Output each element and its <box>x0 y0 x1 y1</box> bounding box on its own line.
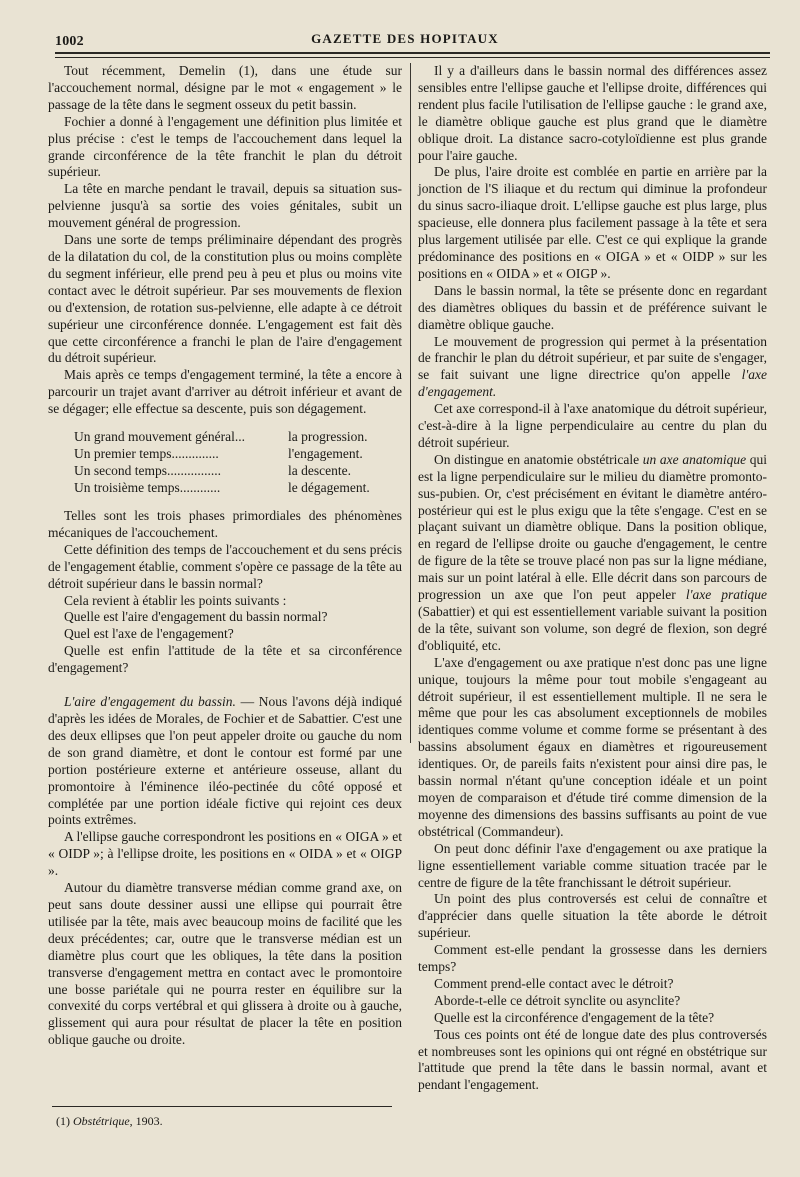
table-row <box>74 479 390 496</box>
text-run: qui est la ligne perpendiculaire sur le milieu du diamètre promonto-sus-pubien. Or, c'est précisément en évitant le diamètre antéro-postérieur qui est le plus exigu que la tête s'engage. C'est en se plaçant suivant un diamètre oblique. Dans la position oblique, en regard de l'ellipse droite ou gauche d'engagement, le centre de figure de la tête se trouve placé non pas sur la ligne médiane, mais sur un point latéral à elle. Elle décrit dans son parcours de progression un axe que l'on peut appeler <box>418 451 767 603</box>
phase-label: Un premier temps.............. <box>74 446 219 462</box>
paragraph: Un point des plus controversés est celui de connaître et d'apprécier dans quelle situation la tête aborde le détroit supérieur. <box>418 891 767 941</box>
footnote-mark: (1) <box>56 1114 70 1128</box>
emphasis: l'axe d'engagement. <box>418 367 767 400</box>
paragraph: Quelle est la circonférence d'engagement de la tête? <box>434 1009 715 1025</box>
column-divider <box>410 63 411 743</box>
phase-label: Un grand mouvement général... <box>74 429 245 445</box>
paragraph: Fochier a donné à l'engagement une définition plus limitée et plus précise : c'est le temps de l'accouchement dans lequel la grande circonférence de la tête franchit le plan du détroit supérieur. <box>48 113 402 180</box>
left-column <box>48 63 402 1049</box>
emphasis: un axe anatomique <box>642 451 747 467</box>
right-column <box>418 63 767 1094</box>
paragraph: Tous ces points ont été de longue date des plus controversés et nombreuses sont les opinions qui ont régné en obstétrique sur l'attitude que prend la tête dans le bassin normal, avant et pendant l'engagement. <box>418 1026 767 1093</box>
footnote-source: Obstétrique <box>73 1114 130 1128</box>
table-row <box>74 428 390 445</box>
paragraph: Dans le bassin normal, la tête se présente donc en regardant des diamètres obliques du bassin et de préférence suivant le diamètre oblique gauche. <box>418 282 767 332</box>
phase-value: la progression. <box>288 429 368 445</box>
text-run: Le mouvement de progression qui permet à la présentation de franchir le plan du détroit supérieur, et par suite de s'engager, se fait suivant une ligne directrice qu'on appelle <box>418 333 767 383</box>
paragraph: Tout récemment, Demelin (1), dans une étude sur l'accouchement normal, désigne par le mot « engagement » le passage de la tête dans le segment osseux du petit bassin. <box>48 63 402 112</box>
section-title: L'aire d'engagement du bassin. <box>64 694 236 710</box>
phase-value: l'engagement. <box>288 446 363 462</box>
paragraph: Mais après ce temps d'engagement terminé, la tête a encore à parcourir un trajet avant d'arriver au détroit inférieur et avant de se dégager; elle effectue sa descente, puis son dégagement. <box>48 367 402 417</box>
paragraph: Comment prend-elle contact avec le détroit? <box>434 975 674 991</box>
paragraph <box>418 452 767 655</box>
footnote <box>56 1114 163 1129</box>
paragraph: Telles sont les trois phases primordiales des phénomènes mécaniques de l'accouchement. <box>48 508 402 540</box>
page-number: 1002 <box>55 34 84 49</box>
paragraph: Il y a d'ailleurs dans le bassin normal des différences assez sensibles entre l'ellipse gauche et l'ellipse droite, différences qui rendent plus facile l'utilisation de l'ellipse gauche : le grand axe, le diamètre oblique gauche est plus grand que le diamètre oblique droit. La distance sacro-cotyloïdienne est plus grande pour l'aire gauche. <box>418 63 767 163</box>
paragraph: Quelle est l'aire d'engagement du bassin normal? <box>64 609 328 625</box>
phase-label: Un second temps................ <box>74 463 221 479</box>
phases-table <box>74 428 390 496</box>
paragraph: Quelle est enfin l'attitude de la tête et sa circonférence d'engagement? <box>48 643 402 676</box>
spacer <box>48 677 402 685</box>
paragraph: L'axe d'engagement ou axe pratique n'est donc pas une ligne unique, toujours la même pour tout mobile s'engageant au détroit supérieur, il est essentiellement multiple. Il ne sera le même que pour les cas absolument exceptionnels de mobiles identiques comme volume et comme forme se présentant à des bassins absolument égaux en diamètres et rigoureusement identiques. Or, de pareils faits n'existent pour ainsi dire pas, le bassin normal n'étant qu'une conception idéale et un point moyen de comparaison et d'étude tiré comme dimension de la moyenne des dimensions des bassins suffisants au point de vue obstétrical (Commandeur). <box>418 654 767 839</box>
paragraph: De plus, l'aire droite est comblée en partie en arrière par la jonction de l'S iliaque et du rectum qui diminue la profondeur du sinus sacro-iliaque droit. L'ellipse gauche est plus large, plus spacieuse, elle donnera plus facilement passage à la tête et sera plus largement utilisée par elle. C'est ce qui explique la grande prédominance des positions en « OIGA » et « OIDP » sur les positions en « OIDA » et « OIGP ». <box>418 164 767 281</box>
text-run: (Sabattier) et qui est essentiellement variable suivant la position de la tête, suivant son volume, son degré de flexion, son degré d'obliquité, etc. <box>418 604 767 653</box>
paragraph: Cette définition des temps de l'accouchement et du sens précis de l'engagement établie, comment s'opère ce passage de la tête au détroit supérieur dans le bassin normal? <box>48 541 402 591</box>
paragraph: Cet axe correspond-il à l'axe anatomique du détroit supérieur, c'est-à-dire à la ligne perpendiculaire au centre du plan du détroit supérieur. <box>418 401 767 450</box>
paragraph: Cela revient à établir les points suivants : <box>64 592 287 608</box>
paragraph: Comment est-elle pendant la grossesse dans les derniers temps? <box>418 942 767 975</box>
paragraph: La tête en marche pendant le travail, depuis sa situation sus-pelvienne jusqu'à sa sortie des voies génitales, subit un mouvement général de progression. <box>48 181 402 231</box>
text-run: On distingue en anatomie obstétricale <box>434 451 643 467</box>
paragraph: Autour du diamètre transverse médian comme grand axe, on peut sans doute dessiner aussi une ellipse qui pourrait être utilisée par la tête, mais avec beaucoup moins de facilité que les deux précédentes; car, outre que le transverse médian est un diamètre plus court que les obliques, la tête dans la position transverse d'engagement mettra en contact avec le promontoire une bosse pariétale qui ne pourra rester en équilibre sur la convexité du corps vertébral et qui glissera à droite ou à gauche, glissement qui aura pour résultat de placer la tête en position oblique gauche ou droite. <box>48 880 402 1048</box>
paragraph: Quel est l'axe de l'engagement? <box>64 626 234 642</box>
section-paragraph <box>48 694 402 829</box>
phase-value: le dégagement. <box>288 480 370 496</box>
paragraph <box>418 334 767 402</box>
table-row <box>74 462 390 479</box>
page-header <box>40 26 770 48</box>
section-text: — Nous l'avons déjà indiqué d'après les idées de Morales, de Fochier et de Sabattier. C'est une des deux ellipses que l'on peut appeler droite ou gauche du nom de son grand diamètre, et dont le contour est formé par une portion postérieure externe et antérieure osseuse, allant du promontoire à l'éminence iléo-pectinée du côté opposé et complétée par une portion idéale fictive qui rejoint ces deux points extrêmes. <box>48 694 402 828</box>
footnote-year: , 1903. <box>129 1114 163 1128</box>
phase-value: la descente. <box>288 463 351 479</box>
header-rule <box>55 52 770 58</box>
paragraph: On peut donc définir l'axe d'engagement ou axe pratique la ligne essentiellement variable comme situation tracée par le centre de figure de la tête franchissant le détroit supérieur. <box>418 840 767 890</box>
table-row <box>74 445 390 462</box>
running-title: GAZETTE DES HOPITAUX <box>311 31 499 46</box>
emphasis: l'axe pratique <box>685 587 767 603</box>
footnote-rule <box>52 1106 392 1107</box>
paragraph: Dans une sorte de temps préliminaire dépendant des progrès de la dilatation du col, de la constitution plus ou moins complète du segment inférieur, elle prend peu à peu et plus ou moins vite contact avec le détroit supérieur. Par ses mouvements de flexion ou d'extension, de rotation sus-pelvienne, elle adapte à ce détroit supérieur une circonférence donnée. L'engagement est fait dès que cette circonférence a franchi le plan de l'aire d'engagement du détroit supérieur. <box>48 232 402 366</box>
paragraph: A l'ellipse gauche correspondront les positions en « OIGA » et « OIDP »; à l'ellipse droite, les positions en « OIDA » et « OIGP ». <box>48 829 402 879</box>
phase-label: Un troisième temps............ <box>74 480 221 496</box>
paragraph: Aborde-t-elle ce détroit synclite ou asynclite? <box>434 992 681 1008</box>
